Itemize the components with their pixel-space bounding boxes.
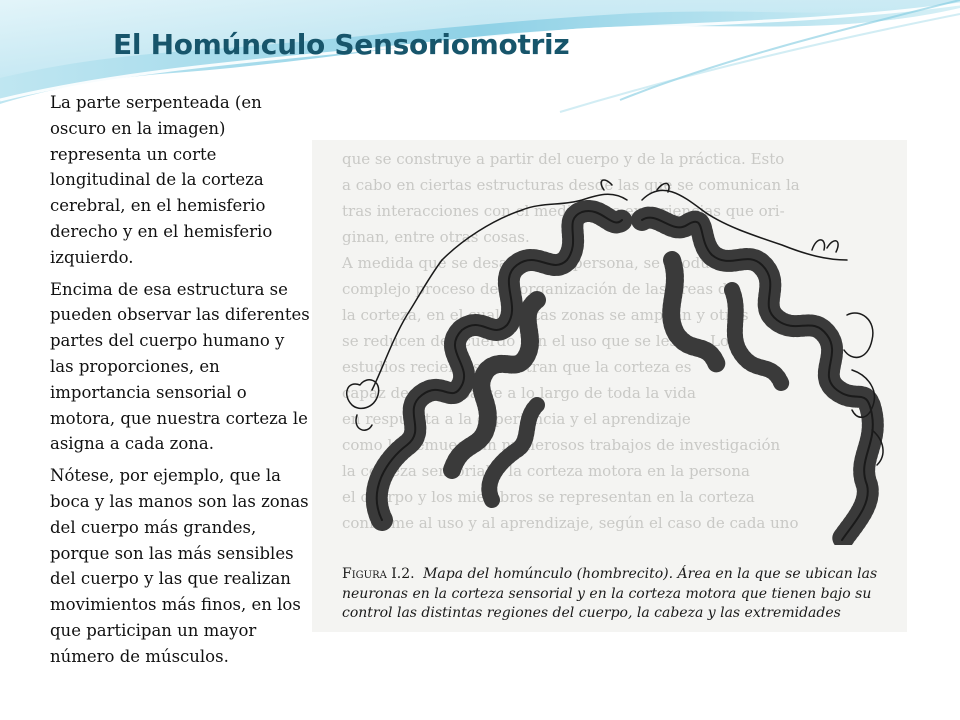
homunculus-drawing xyxy=(312,140,907,545)
bleed-through-line: ginan, entre otras cosas. xyxy=(342,228,530,246)
bleed-through-line: complejo proceso de reorganización de las áreas de xyxy=(342,280,737,298)
caption-label: Figura I.2. xyxy=(342,566,415,582)
paragraph-example: Nótese, por ejemplo, que la boca y las manos son las zonas del cuerpo más grandes, porque son las más sensibles del cuerpo y las que realizan movimientos más finos, en los que participan un mayor número de músculos. xyxy=(50,466,309,666)
body-text xyxy=(50,90,312,676)
bleed-through-line: conforme al uso y al aprendizaje, según el caso de cada uno xyxy=(342,514,799,532)
caption-text: Mapa del homúnculo (hombrecito). Área en la que se ubican las neuronas en la corteza sensorial y en la corteza motora que tienen bajo su control las distintas regiones del cuerpo, la cabeza y las extremidades xyxy=(342,566,878,621)
paragraph-proportions: Encima de esa estructura se pueden observar las diferentes partes del cuerpo humano y las proporciones, en importancia sensorial o motora, que nuestra corteza le asigna a cada zona. xyxy=(50,279,310,454)
figure-caption xyxy=(342,565,902,624)
bleed-through-line: la corteza sensorial y la corteza motora en la persona xyxy=(342,462,750,480)
slide-title: El Homúnculo Sensoriomotriz xyxy=(113,28,570,61)
bleed-through-line: capaz de modificarse a lo largo de toda la vida xyxy=(342,384,696,402)
bleed-through-line: estudios recientes muestran que la corteza es xyxy=(342,358,692,376)
bleed-through-line: como lo demuestran numerosos trabajos de investigación xyxy=(342,436,781,454)
bleed-through-line: A medida que se desarrolla la persona, se produce un xyxy=(342,254,752,272)
bleed-through-line: se reducen de acuerdo con el uso que se les da. Los xyxy=(342,332,737,350)
paragraph-description: La parte serpenteada (en oscuro en la imagen) representa un corte longitudinal de la corteza cerebral, en el hemisferio derecho y en el hemisferio izquierdo. xyxy=(50,93,273,267)
bleed-through-line: en respuesta a la experiencia y el aprendizaje xyxy=(342,410,691,428)
bleed-through-line: el cuerpo y los miembros se representan en la corteza xyxy=(342,488,755,506)
bleed-through-line: a cabo en ciertas estructuras desde las que se comunican la xyxy=(342,176,800,194)
bleed-through-line: tras interacciones con el medio y las experiencias que ori- xyxy=(342,202,785,220)
bleed-through-line: que se construye a partir del cuerpo y de la práctica. Esto xyxy=(342,150,785,168)
bleed-through-line: la corteza, en el cual ciertas zonas se amplían y otras xyxy=(342,306,749,324)
homunculus-figure xyxy=(312,140,907,632)
